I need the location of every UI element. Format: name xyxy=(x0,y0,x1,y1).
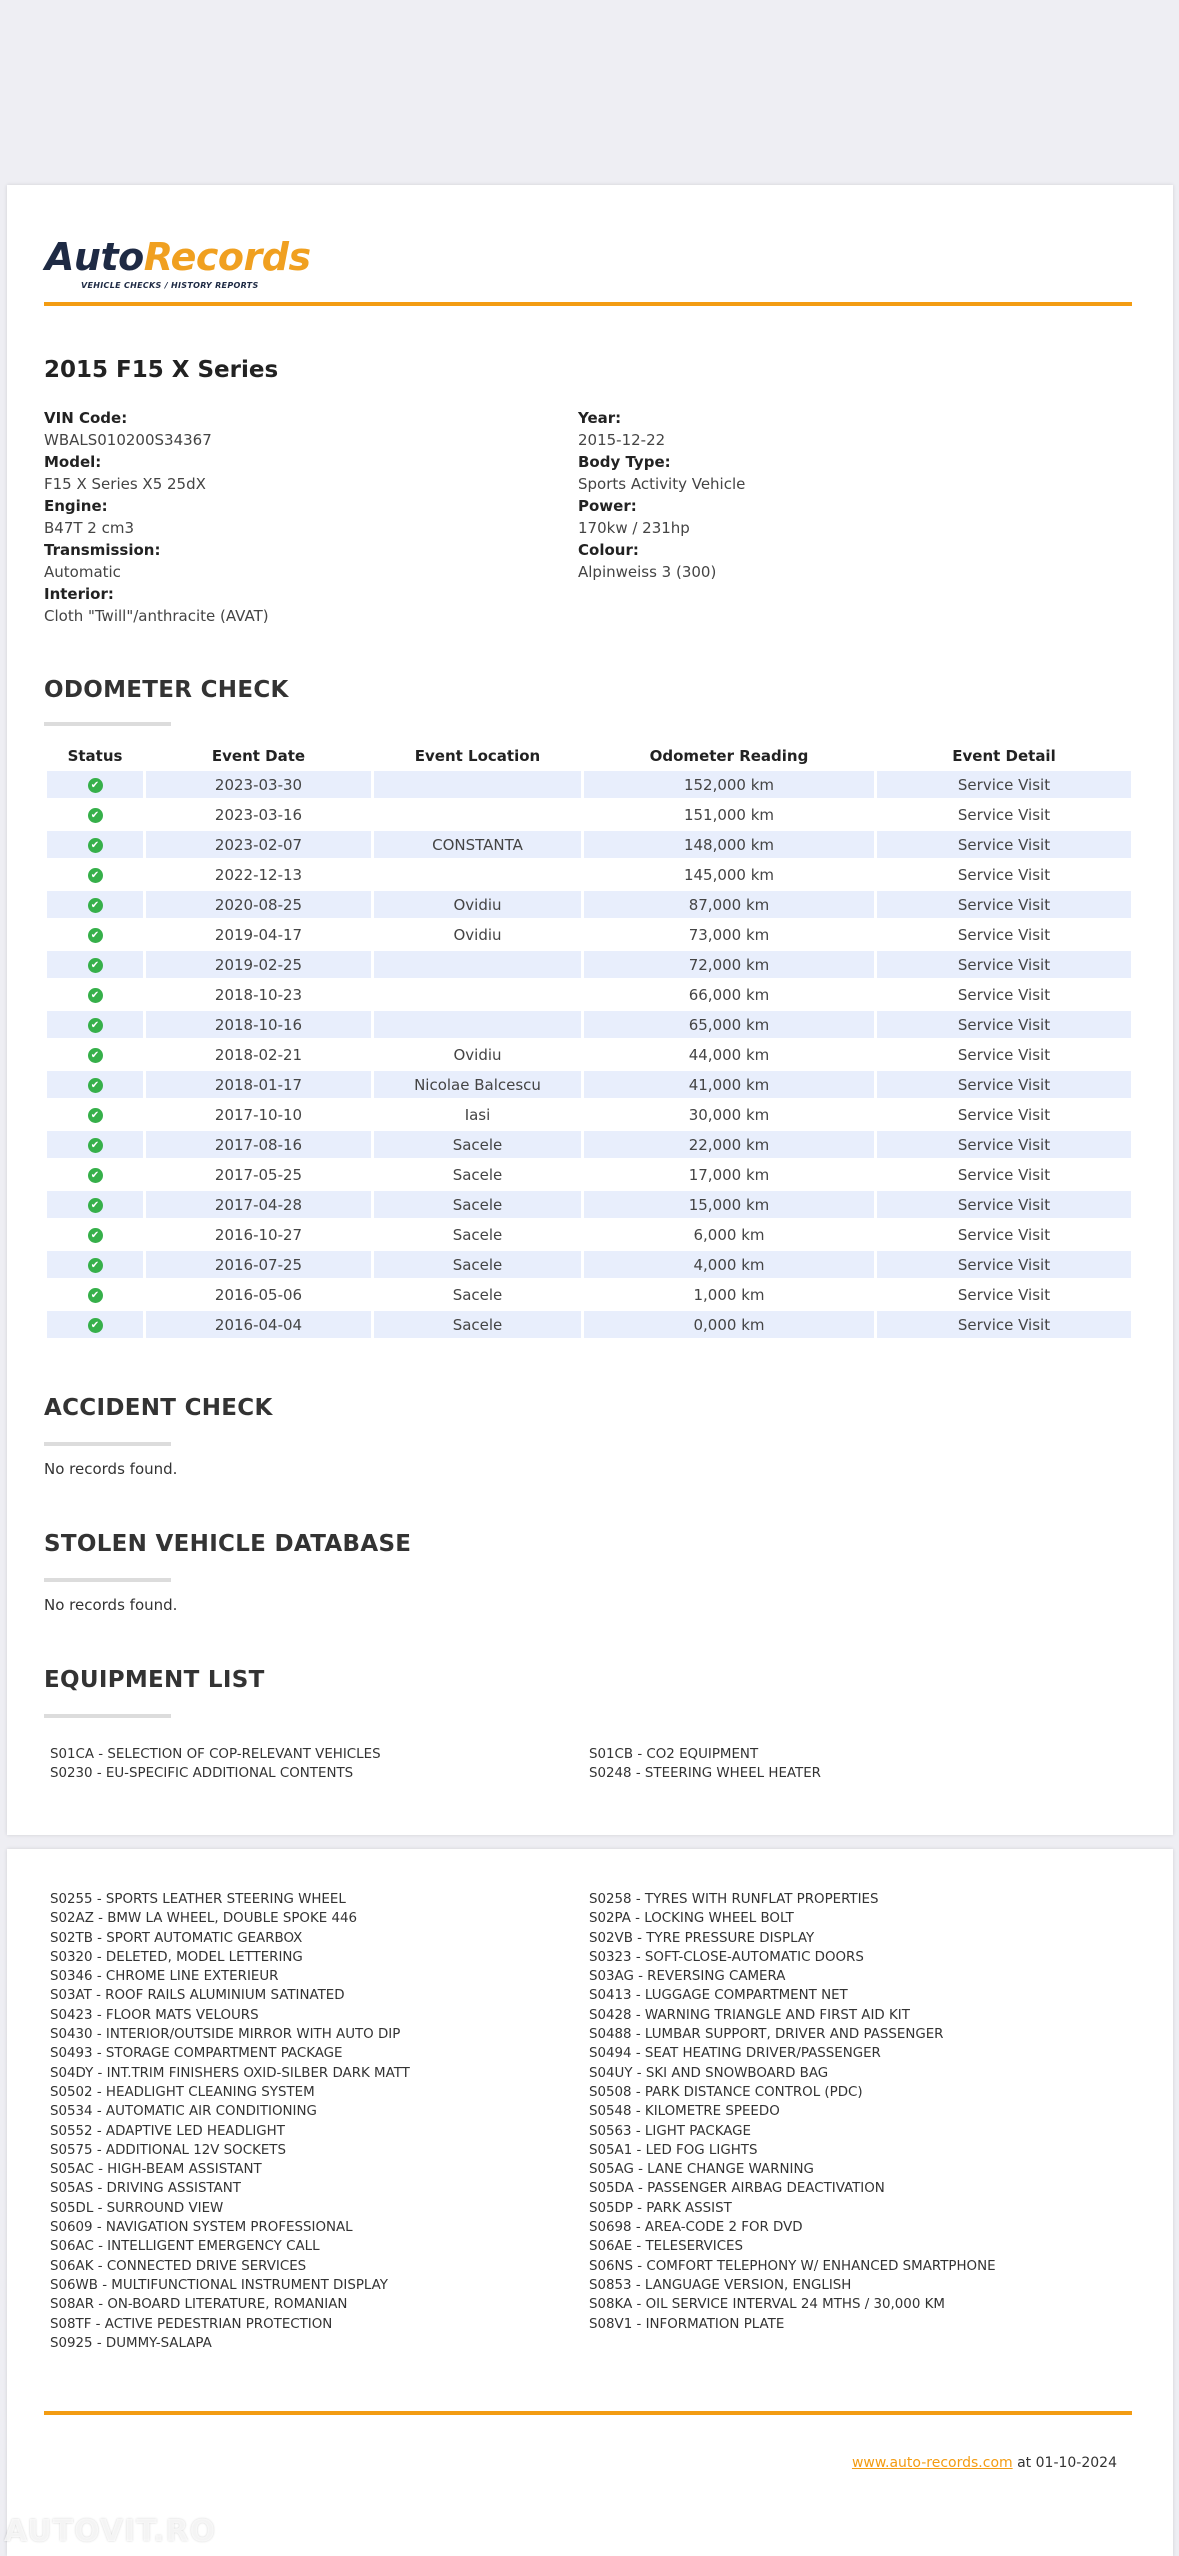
equipment-item: S06AE - TELESERVICES xyxy=(589,2239,744,2255)
equipment-list-left xyxy=(50,1745,381,1784)
section-underline xyxy=(44,1714,171,1718)
spec-power-value: 170kw / 231hp xyxy=(578,519,690,537)
event-location-cell: Sacele xyxy=(374,1251,581,1278)
equipment-item: S02PA - LOCKING WHEEL BOLT xyxy=(589,1911,794,1927)
odometer-reading-cell: 44,000 km xyxy=(688,1045,770,1064)
equipment-item: S0502 - HEADLIGHT CLEANING SYSTEM xyxy=(50,2084,315,2100)
event-detail-cell: Service Visit xyxy=(877,831,1131,858)
odometer-reading-cell: 1,000 km xyxy=(693,1285,765,1304)
event-detail-cell: Service Visit xyxy=(957,1045,1051,1064)
event-date-cell: 2016-04-04 xyxy=(146,1311,371,1338)
column-header: Event Date xyxy=(211,747,306,765)
check-circle-icon: ✔ xyxy=(88,928,103,943)
table-row xyxy=(47,1281,1131,1308)
event-detail-cell: Service Visit xyxy=(877,951,1131,978)
table-row xyxy=(47,981,1131,1008)
event-location-cell: Sacele xyxy=(374,1131,581,1158)
equipment-item: S0534 - AUTOMATIC AIR CONDITIONING xyxy=(50,2104,317,2120)
check-circle-icon: ✔ xyxy=(88,1018,103,1033)
equipment-item: S0346 - CHROME LINE EXTERIEUR xyxy=(50,1969,279,1985)
odometer-reading-cell: 41,000 km xyxy=(584,1071,874,1098)
footer-divider xyxy=(44,2411,1132,2415)
status-cell xyxy=(47,1071,143,1098)
equipment-item: S06AC - INTELLIGENT EMERGENCY CALL xyxy=(50,2239,320,2255)
status-cell xyxy=(47,1191,143,1218)
equipment-item: S05A1 - LED FOG LIGHTS xyxy=(589,2142,758,2158)
table-row xyxy=(47,1131,1131,1158)
equipment-item: S05DA - PASSENGER AIRBAG DEACTIVATION xyxy=(589,2181,885,2197)
equipment-list-right xyxy=(589,1890,996,2334)
status-cell xyxy=(47,951,143,978)
odometer-reading-cell: 66,000 km xyxy=(688,985,770,1004)
equipment-item: S02AZ - BMW LA WHEEL, DOUBLE SPOKE 446 xyxy=(50,1911,358,1927)
spec-label: Power: xyxy=(578,497,637,515)
table-row xyxy=(47,861,1131,888)
spec-label: Year: xyxy=(578,409,622,427)
equipment-item: S0548 - KILOMETRE SPEEDO xyxy=(589,2104,780,2120)
section-underline xyxy=(44,722,171,726)
status-cell xyxy=(47,1101,143,1128)
table-row xyxy=(47,1161,1131,1188)
event-date-cell: 2016-10-27 xyxy=(214,1225,303,1244)
event-date-cell: 2019-04-17 xyxy=(214,925,303,944)
column-header: Event Detail xyxy=(952,747,1056,765)
check-circle-icon: ✔ xyxy=(88,868,103,883)
equipment-item: S0258 - TYRES WITH RUNFLAT PROPERTIES xyxy=(589,1892,879,1907)
table-row xyxy=(47,1101,1131,1128)
accident-heading: ACCIDENT CHECK xyxy=(44,1395,273,1421)
equipment-item: S0698 - AREA-CODE 2 FOR DVD xyxy=(589,2220,803,2236)
website-link[interactable]: www.auto-records.com xyxy=(851,2455,1013,2471)
event-location-cell: Sacele xyxy=(452,1165,503,1184)
table-row xyxy=(47,891,1131,918)
spec-interior-value: Cloth "Twill"/anthracite (AVAT) xyxy=(44,607,269,625)
check-circle-icon: ✔ xyxy=(88,1258,103,1273)
equipment-item: S0320 - DELETED, MODEL LETTERING xyxy=(50,1949,303,1965)
equipment-item: S02TB - SPORT AUTOMATIC GEARBOX xyxy=(50,1930,303,1946)
odometer-reading-cell: 0,000 km xyxy=(584,1311,874,1338)
status-cell xyxy=(47,861,143,888)
event-location-cell xyxy=(374,981,581,1008)
report-footer xyxy=(852,2455,1117,2471)
event-detail-cell: Service Visit xyxy=(877,891,1131,918)
equipment-item: S0323 - SOFT-CLOSE-AUTOMATIC DOORS xyxy=(589,1949,864,1965)
accident-no-records: No records found. xyxy=(44,1460,178,1478)
status-cell xyxy=(47,1311,143,1338)
event-detail-cell: Service Visit xyxy=(877,771,1131,798)
check-circle-icon: ✔ xyxy=(88,1138,103,1153)
header-divider xyxy=(44,302,1132,306)
status-cell xyxy=(47,1131,143,1158)
equipment-item: S03AT - ROOF RAILS ALUMINIUM SATINATED xyxy=(50,1988,345,2004)
equipment-item: S06WB - MULTIFUNCTIONAL INSTRUMENT DISPLAY xyxy=(50,2277,388,2293)
logo-text-records: Records xyxy=(143,235,311,279)
stolen-heading: STOLEN VEHICLE DATABASE xyxy=(44,1531,412,1557)
equipment-item: S0255 - SPORTS LEATHER STEERING WHEEL xyxy=(50,1892,346,1907)
equipment-item: S05AS - DRIVING ASSISTANT xyxy=(50,2181,241,2197)
status-cell xyxy=(47,891,143,918)
equipment-item: S0428 - WARNING TRIANGLE AND FIRST AID KIT xyxy=(589,2007,910,2023)
report-page-1 xyxy=(7,185,1173,1835)
status-cell xyxy=(47,1161,143,1188)
odometer-reading-cell: 152,000 km xyxy=(584,771,874,798)
equipment-item: S0609 - NAVIGATION SYSTEM PROFESSIONAL xyxy=(50,2220,353,2236)
column-header: Odometer Reading xyxy=(649,747,809,765)
check-circle-icon: ✔ xyxy=(88,1108,103,1123)
section-underline xyxy=(44,1442,171,1446)
equipment-item: S08AR - ON-BOARD LITERATURE, ROMANIAN xyxy=(50,2297,348,2313)
event-location-cell: Sacele xyxy=(452,1225,503,1244)
odometer-reading-cell: 22,000 km xyxy=(584,1131,874,1158)
event-location-cell xyxy=(374,801,581,828)
event-location-cell: Nicolae Balcescu xyxy=(374,1071,581,1098)
event-date-cell: 2020-08-25 xyxy=(146,891,371,918)
vehicle-title: 2015 F15 X Series xyxy=(44,357,279,383)
equipment-item: S06AK - CONNECTED DRIVE SERVICES xyxy=(50,2258,307,2274)
event-detail-cell: Service Visit xyxy=(957,1285,1051,1304)
event-location-cell xyxy=(374,861,581,888)
event-detail-cell: Service Visit xyxy=(877,1311,1131,1338)
check-circle-icon: ✔ xyxy=(88,1078,103,1093)
equipment-item: S01CA - SELECTION OF COP-RELEVANT VEHICLES xyxy=(50,1747,381,1762)
odometer-reading-cell: 72,000 km xyxy=(584,951,874,978)
table-row xyxy=(47,921,1131,948)
table-row xyxy=(47,1311,1131,1338)
event-location-cell: CONSTANTA xyxy=(374,831,581,858)
spec-year-value: 2015-12-22 xyxy=(578,431,666,449)
equipment-item: S06NS - COMFORT TELEPHONY W/ ENHANCED SMARTPHONE xyxy=(589,2258,996,2274)
logo-text-auto: Auto xyxy=(45,235,144,279)
odometer-reading-cell: 73,000 km xyxy=(688,925,770,944)
report-page-2 xyxy=(7,1849,1173,2556)
event-location-cell xyxy=(374,951,581,978)
equipment-item: S0230 - EU-SPECIFIC ADDITIONAL CONTENTS xyxy=(50,1766,354,1782)
odometer-reading-cell: 87,000 km xyxy=(584,891,874,918)
event-detail-cell: Service Visit xyxy=(877,1191,1131,1218)
table-row xyxy=(47,1221,1131,1248)
equipment-item: S04UY - SKI AND SNOWBOARD BAG xyxy=(589,2065,829,2081)
table-row xyxy=(47,1071,1131,1098)
stolen-no-records: No records found. xyxy=(44,1596,178,1614)
equipment-item: S03AG - REVERSING CAMERA xyxy=(589,1969,786,1985)
status-cell xyxy=(47,1251,143,1278)
event-detail-cell: Service Visit xyxy=(957,925,1051,944)
spec-label: Engine: xyxy=(44,497,108,515)
event-location-cell xyxy=(374,1011,581,1038)
event-date-cell: 2017-10-10 xyxy=(214,1105,303,1124)
equipment-item: S0508 - PARK DISTANCE CONTROL (PDC) xyxy=(589,2084,863,2100)
table-header-row xyxy=(47,744,1131,768)
check-circle-icon: ✔ xyxy=(88,1198,103,1213)
equipment-item: S0853 - LANGUAGE VERSION, ENGLISH xyxy=(589,2277,852,2293)
column-header: Status xyxy=(67,747,123,765)
status-cell xyxy=(47,1041,143,1068)
equipment-item: S02VB - TYRE PRESSURE DISPLAY xyxy=(589,1930,815,1946)
spec-transmission-value: Automatic xyxy=(44,563,121,581)
spec-colour-value: Alpinweiss 3 (300) xyxy=(578,563,717,581)
equipment-item: S08KA - OIL SERVICE INTERVAL 24 MTHS / 30,000 KM xyxy=(589,2297,945,2313)
event-date-cell: 2023-03-16 xyxy=(214,805,303,824)
specs-right xyxy=(578,407,745,583)
section-underline xyxy=(44,1578,171,1582)
event-detail-cell: Service Visit xyxy=(957,805,1051,824)
odometer-reading-cell: 65,000 km xyxy=(584,1011,874,1038)
spec-label: VIN Code: xyxy=(44,409,128,427)
logo-tagline: VEHICLE CHECKS / HISTORY REPORTS xyxy=(81,281,259,290)
check-circle-icon: ✔ xyxy=(88,898,103,913)
equipment-item: S0430 - INTERIOR/OUTSIDE MIRROR WITH AUTO DIP xyxy=(50,2027,401,2043)
event-location-cell: Iasi xyxy=(464,1105,491,1124)
event-date-cell: 2016-05-06 xyxy=(214,1285,303,1304)
watermark: AUTOVIT.RO xyxy=(4,2514,217,2549)
event-date-cell: 2018-10-16 xyxy=(146,1011,371,1038)
odometer-reading-cell: 151,000 km xyxy=(683,805,775,824)
equipment-item: S0575 - ADDITIONAL 12V SOCKETS xyxy=(50,2142,286,2158)
status-cell xyxy=(47,831,143,858)
status-cell xyxy=(47,981,143,1008)
event-detail-cell: Service Visit xyxy=(877,1131,1131,1158)
check-circle-icon: ✔ xyxy=(88,838,103,853)
check-circle-icon: ✔ xyxy=(88,1228,103,1243)
table-row xyxy=(47,951,1131,978)
spec-label: Interior: xyxy=(44,585,114,603)
event-location-cell: Sacele xyxy=(452,1285,503,1304)
odometer-table xyxy=(44,741,1134,1341)
spec-label: Transmission: xyxy=(44,541,161,559)
event-location-cell: Ovidiu xyxy=(453,1045,502,1064)
equipment-item: S05AC - HIGH-BEAM ASSISTANT xyxy=(50,2162,262,2178)
spec-vin-value: WBALS010200S34367 xyxy=(44,431,212,449)
check-circle-icon: ✔ xyxy=(88,958,103,973)
event-detail-cell: Service Visit xyxy=(877,1251,1131,1278)
table-row xyxy=(47,831,1131,858)
equipment-item: S08TF - ACTIVE PEDESTRIAN PROTECTION xyxy=(50,2316,333,2332)
report-date: at 01-10-2024 xyxy=(1012,2455,1117,2471)
event-detail-cell: Service Visit xyxy=(957,1225,1051,1244)
equipment-item: S01CB - CO2 EQUIPMENT xyxy=(589,1747,759,1762)
spec-engine-value: B47T 2 cm3 xyxy=(44,519,135,537)
odometer-reading-cell: 145,000 km xyxy=(683,865,775,884)
column-header: Event Location xyxy=(414,747,541,765)
odometer-reading-cell: 6,000 km xyxy=(693,1225,765,1244)
equipment-item: S0413 - LUGGAGE COMPARTMENT NET xyxy=(589,1988,848,2004)
check-circle-icon: ✔ xyxy=(88,1288,103,1303)
spec-label: Model: xyxy=(44,453,102,471)
check-circle-icon: ✔ xyxy=(88,988,103,1003)
odometer-reading-cell: 15,000 km xyxy=(584,1191,874,1218)
equipment-heading: EQUIPMENT LIST xyxy=(44,1667,265,1693)
odometer-reading-cell: 4,000 km xyxy=(584,1251,874,1278)
odometer-rows xyxy=(47,771,1131,1338)
event-detail-cell: Service Visit xyxy=(957,865,1051,884)
check-circle-icon: ✔ xyxy=(88,778,103,793)
equipment-item: S05DL - SURROUND VIEW xyxy=(50,2200,224,2216)
event-date-cell: 2017-05-25 xyxy=(214,1165,303,1184)
specs-left xyxy=(44,407,269,627)
table-row xyxy=(47,801,1131,828)
event-detail-cell: Service Visit xyxy=(957,1105,1051,1124)
equipment-item: S0248 - STEERING WHEEL HEATER xyxy=(589,1766,821,1782)
check-circle-icon: ✔ xyxy=(88,808,103,823)
odometer-heading: ODOMETER CHECK xyxy=(44,677,289,703)
spec-body-value: Sports Activity Vehicle xyxy=(578,475,746,493)
event-location-cell: Ovidiu xyxy=(453,925,502,944)
event-date-cell: 2016-07-25 xyxy=(146,1251,371,1278)
status-cell xyxy=(47,1011,143,1038)
status-cell xyxy=(47,921,143,948)
event-date-cell: 2017-04-28 xyxy=(146,1191,371,1218)
status-cell xyxy=(47,801,143,828)
equipment-list-right xyxy=(589,1745,821,1784)
event-date-cell: 2018-01-17 xyxy=(146,1071,371,1098)
equipment-item: S08V1 - INFORMATION PLATE xyxy=(589,2316,785,2332)
table-row xyxy=(47,1191,1131,1218)
check-circle-icon: ✔ xyxy=(88,1168,103,1183)
equipment-item: S05AG - LANE CHANGE WARNING xyxy=(589,2162,814,2178)
equipment-item: S0563 - LIGHT PACKAGE xyxy=(589,2123,752,2139)
event-location-cell: Sacele xyxy=(374,1191,581,1218)
event-date-cell: 2018-02-21 xyxy=(214,1045,303,1064)
event-date-cell: 2019-02-25 xyxy=(146,951,371,978)
event-date-cell: 2018-10-23 xyxy=(214,985,303,1004)
spec-label: Colour: xyxy=(578,541,639,559)
equipment-item: S0552 - ADAPTIVE LED HEADLIGHT xyxy=(50,2123,285,2139)
event-date-cell: 2023-02-07 xyxy=(146,831,371,858)
event-date-cell: 2022-12-13 xyxy=(214,865,303,884)
equipment-item: S0494 - SEAT HEATING DRIVER/PASSENGER xyxy=(589,2046,881,2062)
event-detail-cell: Service Visit xyxy=(877,1071,1131,1098)
event-location-cell: Ovidiu xyxy=(374,891,581,918)
event-detail-cell: Service Visit xyxy=(877,1011,1131,1038)
equipment-item: S0925 - DUMMY-SALAPA xyxy=(50,2335,212,2351)
event-detail-cell: Service Visit xyxy=(957,1165,1051,1184)
odometer-reading-cell: 17,000 km xyxy=(688,1165,770,1184)
odometer-reading-cell: 30,000 km xyxy=(688,1105,770,1124)
equipment-item: S04DY - INT.TRIM FINISHERS OXID-SILBER DARK MATT xyxy=(50,2065,410,2081)
table-row xyxy=(47,771,1131,798)
status-cell xyxy=(47,771,143,798)
table-row xyxy=(47,1041,1131,1068)
event-location-cell: Sacele xyxy=(374,1311,581,1338)
check-circle-icon: ✔ xyxy=(88,1048,103,1063)
equipment-item: S0493 - STORAGE COMPARTMENT PACKAGE xyxy=(50,2046,343,2062)
spec-label: Body Type: xyxy=(578,453,671,471)
equipment-item: S0488 - LUMBAR SUPPORT, DRIVER AND PASSENGER xyxy=(589,2027,944,2043)
spec-model-value: F15 X Series X5 25dX xyxy=(44,475,206,493)
equipment-item: S0423 - FLOOR MATS VELOURS xyxy=(50,2007,259,2023)
event-date-cell: 2023-03-30 xyxy=(146,771,371,798)
event-location-cell xyxy=(374,771,581,798)
table-row xyxy=(47,1011,1131,1038)
event-detail-cell: Service Visit xyxy=(957,985,1051,1004)
autorecords-logo xyxy=(45,235,311,290)
check-circle-icon: ✔ xyxy=(88,1318,103,1333)
event-date-cell: 2017-08-16 xyxy=(146,1131,371,1158)
equipment-item: S05DP - PARK ASSIST xyxy=(589,2200,732,2216)
status-cell xyxy=(47,1221,143,1248)
odometer-reading-cell: 148,000 km xyxy=(584,831,874,858)
status-cell xyxy=(47,1281,143,1308)
table-row xyxy=(47,1251,1131,1278)
equipment-list-left xyxy=(50,1890,410,2353)
